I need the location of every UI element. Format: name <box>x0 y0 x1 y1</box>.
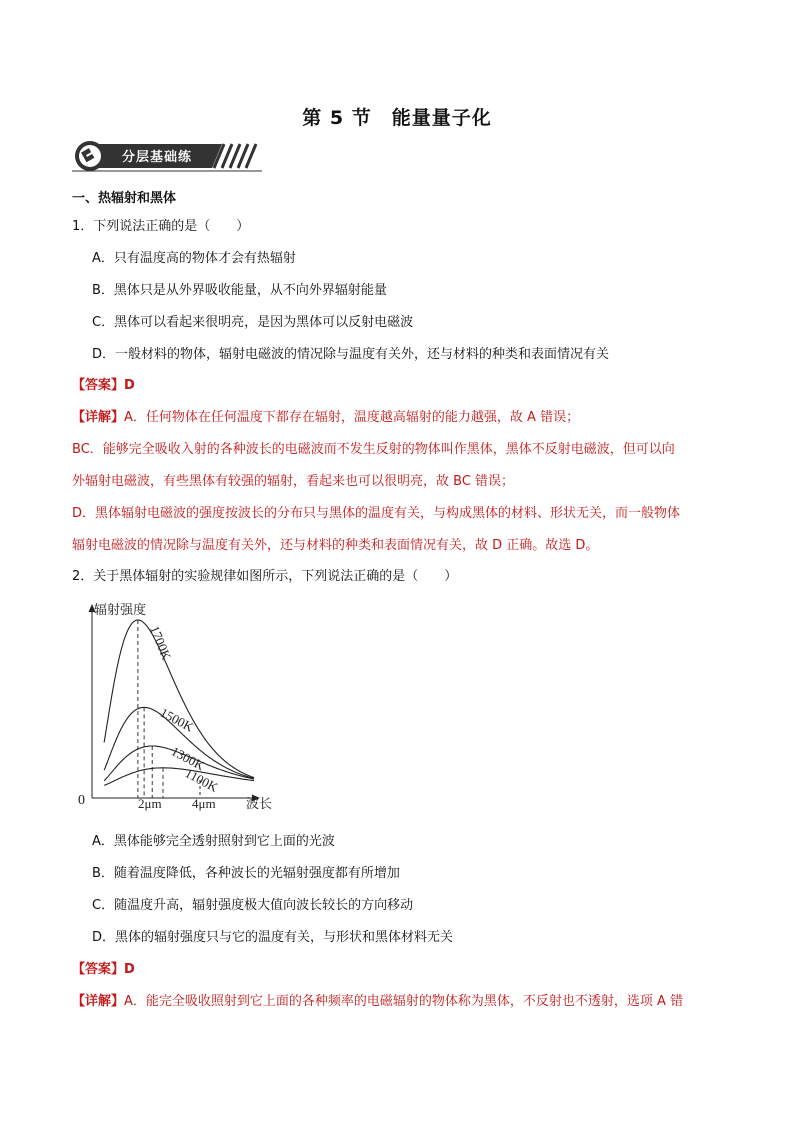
series-label-1100K: 1100K <box>182 765 221 795</box>
x-tick-label-4um: 4μm <box>192 796 216 811</box>
q1-option-a: A．只有温度高的物体才会有热辐射 <box>92 251 296 266</box>
page-title: 第 5 节 能量量子化 <box>302 107 492 129</box>
q2-detail-line-1 <box>72 992 683 1012</box>
question-1-stem: 1．下列说法正确的是（ ） <box>72 219 250 234</box>
q1-detail-line-4: D．黑体辐射电磁波的强度按波长的分布只与黑体的温度有关，与构成黑体的材料、形状无关，而一般物体 <box>72 506 681 521</box>
series-label-1500K: 1500K <box>157 704 196 735</box>
answer-tag: 【答案】 <box>72 378 125 393</box>
q1-detail-line-3: 外辐射电磁波，有些黑体有较强的辐射，看起来也可以很明亮，故 BC 错误； <box>72 474 515 489</box>
detail-text: A．任何物体在任何温度下都存在辐射，温度越高辐射的能力越强，故 A 错误； <box>124 410 580 425</box>
q1-option-b: B．黑体只是从外界吸收能量，从不向外界辐射能量 <box>92 283 387 298</box>
q1-answer <box>72 376 135 396</box>
q1-option-d: D．一般材料的物体，辐射电磁波的情况除与温度有关外，还与材料的种类和表面情况有关 <box>92 347 610 362</box>
q1-detail-line-2: BC．能够完全吸收入射的各种波长的电磁波而不发生反射的物体叫作黑体，黑体不反射电磁波，但可以向 <box>72 442 675 457</box>
detail-tag: 【详解】 <box>72 994 125 1009</box>
origin-label: 0 <box>78 793 85 808</box>
q2-answer <box>72 960 135 980</box>
detail-tag: 【详解】 <box>72 410 125 425</box>
blackbody-chart <box>76 598 296 818</box>
detail-text: A．能完全吸收照射到它上面的各种频率的电磁辐射的物体称为黑体，不反射也不透射，选项 A 错 <box>124 994 684 1009</box>
series-label-1300K: 1300K <box>168 743 208 774</box>
q1-option-c: C．黑体可以看起来很明亮，是因为黑体可以反射电磁波 <box>92 315 414 330</box>
x-axis-label: 波长 <box>246 797 273 812</box>
q2-option-c: C．随温度升高，辐射强度极大值向波长较长的方向移动 <box>92 898 414 913</box>
q1-detail-line-1 <box>72 408 579 428</box>
answer-tag: 【答案】 <box>72 962 125 977</box>
answer-value: D <box>124 378 135 393</box>
q1-detail-line-5: 辐射电磁波的情况除与温度有关外，还与材料的种类和表面情况有关，故 D 正确。故选 D。 <box>72 538 599 553</box>
q2-option-d: D．黑体的辐射强度只与它的温度有关，与形状和黑体材料无关 <box>92 930 454 945</box>
banner-label: 分层基础练 <box>122 150 193 165</box>
q2-option-a: A．黑体能够完全透射照射到它上面的光波 <box>92 834 335 849</box>
answer-value: D <box>124 962 135 977</box>
x-tick-label-2um: 2μm <box>138 796 162 811</box>
section-heading: 一、热辐射和黑体 <box>72 191 177 206</box>
q2-option-b: B．随着温度降低，各种波长的光辐射强度都有所增加 <box>92 866 400 881</box>
series-label-1700K: 1700K <box>147 623 175 662</box>
y-axis-label: 辐射强度 <box>94 603 147 618</box>
question-2-stem: 2．关于黑体辐射的实验规律如图所示，下列说法正确的是（ ） <box>72 569 458 584</box>
